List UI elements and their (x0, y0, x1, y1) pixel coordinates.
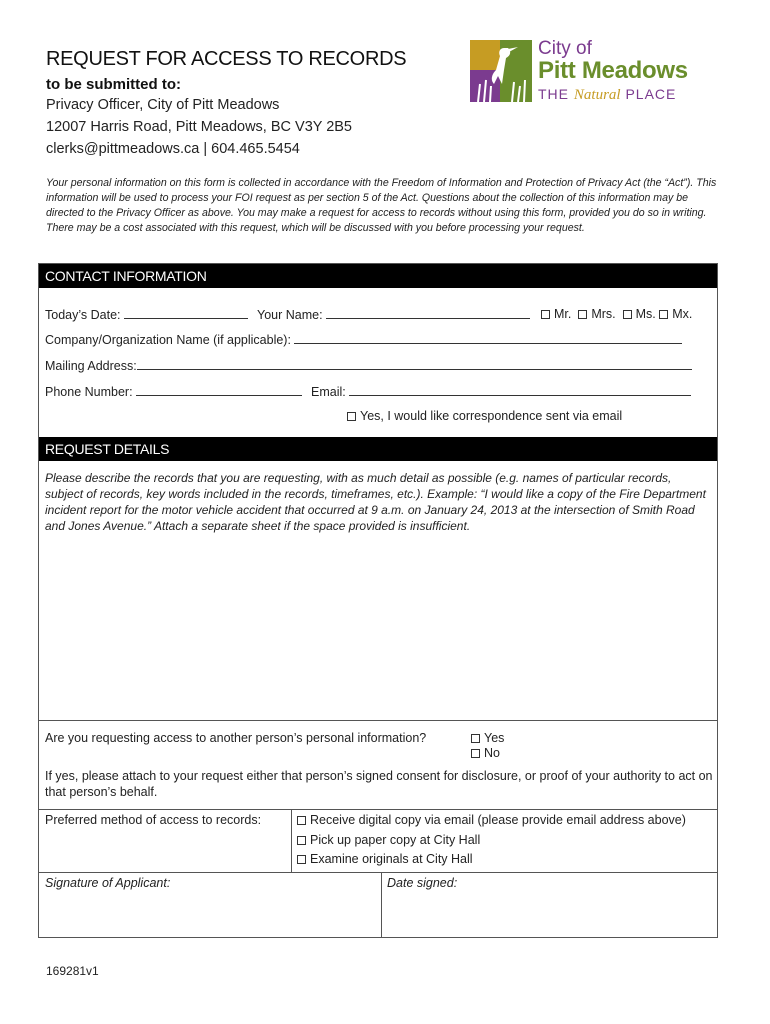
signature-field[interactable] (39, 890, 379, 937)
method-pickup-label: Pick up paper copy at City Hall (310, 833, 481, 847)
divider (381, 872, 382, 938)
yes-label: Yes (484, 731, 505, 745)
company-label: Company/Organization Name (if applicable): (45, 333, 291, 347)
no-label: No (484, 746, 500, 760)
privacy-notice: Your personal information on this form is collected in accordance with the Freedom of Information and Protection of Privacy Act (the “Act”). This information will be used to process your FOI request as per section 5 of the Act. Questions about the collection of this information may be directed to the Privacy Officer as above. You may make a request for access to records without using this form, provided you do so in writing. There may be a cost associated with this request, which will be discussed with you before processing your request. (46, 177, 717, 234)
other-person-question: Are you requesting access to another person’s personal information? (45, 731, 427, 745)
date-signed-field[interactable] (383, 890, 715, 937)
mx-label: Mx. (672, 307, 693, 321)
preferred-method-label: Preferred method of access to records: (45, 813, 262, 827)
pitt-meadows-logo (470, 40, 720, 104)
request-instructions: Please describe the records that you are requesting, with as much detail as possible (e.g. names of particular records, subject of records, key words included in the records, timeframes, etc.). Example: “I would like a copy of the Fire Department incident report for the motor vehicle accident that occurred at 9 a.m. on January 24, 2013 at the intersection of Smith Road and Jones Avenue.” Attach a separate sheet if the space provided is insufficient. (45, 471, 706, 533)
todays-date-row (45, 307, 248, 322)
logo-tag-place: PLACE (625, 86, 677, 102)
logo-tag-the: THE (538, 86, 569, 102)
signature-label: Signature of Applicant: (45, 876, 171, 890)
mailing-address-label: Mailing Address: (45, 359, 137, 373)
method-examine-checkbox[interactable] (297, 855, 306, 864)
email-field[interactable] (349, 384, 691, 396)
todays-date-field[interactable] (124, 307, 248, 319)
mr-checkbox[interactable] (541, 310, 550, 319)
method-option-pickup (297, 833, 480, 847)
mrs-checkbox[interactable] (578, 310, 587, 319)
address-line-contact: clerks@pittmeadows.ca | 604.465.5454 (46, 141, 300, 157)
your-name-field[interactable] (326, 307, 530, 319)
consent-instructions: If yes, please attach to your request either that person’s signed consent for disclosure, or proof of your authority to act on that person’s behalf. (45, 769, 713, 799)
method-email-checkbox[interactable] (297, 816, 306, 825)
logo-name-text: Pitt Meadows (538, 57, 688, 84)
phone-row (45, 384, 302, 399)
method-examine-label: Examine originals at City Hall (310, 852, 473, 866)
phone-field[interactable] (136, 384, 302, 396)
document-id: 169281v1 (46, 964, 99, 978)
request-description-area[interactable] (39, 534, 717, 720)
divider (39, 872, 717, 873)
mx-checkbox[interactable] (659, 310, 668, 319)
ms-label: Ms. (635, 307, 656, 321)
logo-city-text: City of (538, 38, 592, 59)
company-field[interactable] (294, 332, 682, 344)
mailing-address-field[interactable] (137, 358, 692, 370)
page-title: REQUEST FOR ACCESS TO RECORDS (46, 48, 407, 70)
yes-option (471, 731, 504, 745)
mrs-label: Mrs. (591, 307, 616, 321)
phone-label: Phone Number: (45, 385, 133, 399)
divider (39, 809, 717, 810)
company-row (45, 332, 682, 347)
divider (39, 720, 717, 721)
mr-label: Mr. (554, 307, 572, 321)
your-name-label: Your Name: (257, 308, 323, 322)
logo-tag-natural: Natural (573, 87, 621, 103)
yes-checkbox[interactable] (471, 734, 480, 743)
address-line-officer: Privacy Officer, City of Pitt Meadows (46, 97, 280, 113)
email-consent-checkbox[interactable] (347, 412, 356, 421)
method-email-label: Receive digital copy via email (please provide email address above) (310, 813, 686, 827)
logo-tagline (538, 86, 676, 104)
method-option-examine (297, 852, 473, 866)
method-option-email (297, 813, 686, 827)
no-checkbox[interactable] (471, 749, 480, 758)
ms-checkbox[interactable] (623, 310, 632, 319)
address-line-street: 12007 Harris Road, Pitt Meadows, BC V3Y 2B5 (46, 119, 353, 135)
your-name-row (257, 307, 530, 322)
title-options (541, 307, 692, 321)
contact-section-heading: CONTACT INFORMATION (39, 264, 717, 288)
todays-date-label: Today’s Date: (45, 308, 121, 322)
submit-to-heading: to be submitted to: (46, 76, 181, 93)
email-consent-label: Yes, I would like correspondence sent via email (360, 409, 623, 423)
email-label: Email: (311, 385, 346, 399)
no-option (471, 746, 500, 760)
email-row (311, 384, 691, 399)
heron-emblem-icon (470, 40, 532, 102)
mailing-address-row (45, 358, 692, 373)
method-pickup-checkbox[interactable] (297, 836, 306, 845)
divider (291, 809, 292, 872)
request-form (38, 263, 718, 938)
email-consent-row (347, 409, 622, 423)
request-section-heading: REQUEST DETAILS (39, 437, 717, 461)
date-signed-label: Date signed: (387, 876, 458, 890)
